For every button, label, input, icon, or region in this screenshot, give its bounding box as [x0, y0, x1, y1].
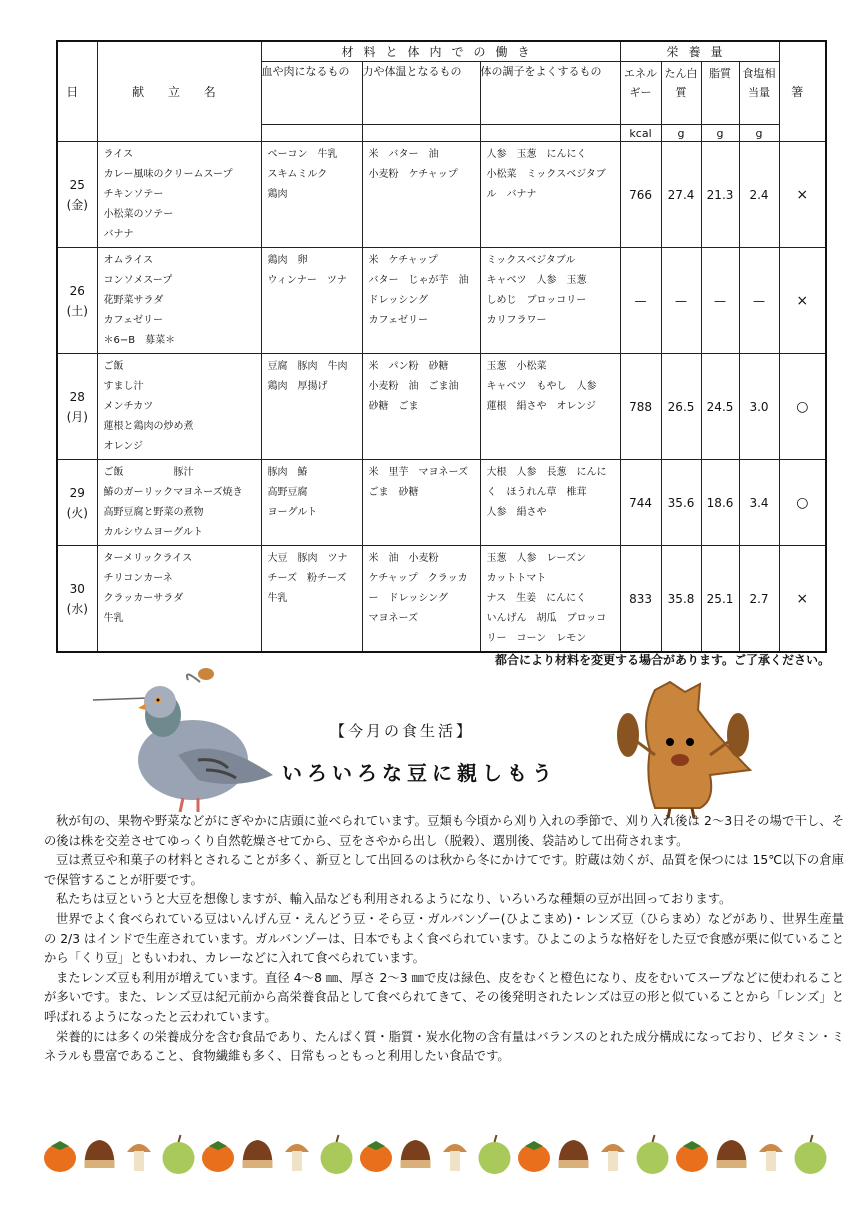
blood-cell: [261, 142, 362, 248]
menu-item: ライス: [103, 149, 134, 160]
condition-item: リー コーン レモン: [486, 633, 587, 644]
day-cell: [57, 142, 97, 248]
salt-value: 3.4: [739, 460, 779, 546]
blood-item: 豚肉 鰆: [267, 467, 308, 478]
menu-item: クラッカーサラダ: [103, 593, 184, 604]
article-paragraph: またレンズ豆も利用が増えています。直径 4～8 ㎜、厚さ 2～3 ㎜で皮は緑色、皮をむくと橙色になり、皮をむいてスープなどに使われることが多いです。また、レンズ豆は紀元前から高栄養食品として食べられてきて、その後発明されたレンズは豆の形と似ていることから「レンズ」と呼ばれるようになったと云われています。: [44, 970, 844, 1024]
blood-cell: [261, 546, 362, 653]
column-title: いろいろな豆に親しもう: [282, 761, 557, 785]
energy-item: ごま 砂糖: [368, 487, 419, 498]
menu-rows: [57, 142, 826, 653]
blood-item: ヨーグルト: [267, 507, 318, 518]
menu-item: 牛乳: [103, 613, 124, 624]
pear-icon: [637, 1135, 669, 1174]
condition-cell: [480, 248, 620, 354]
blood-item: 鶏肉: [267, 189, 288, 200]
header-fat: 脂質: [701, 62, 739, 125]
day-cell: [57, 248, 97, 354]
condition-item: 玉葱 人参 レーズン: [486, 553, 586, 564]
menu-item: メンチカツ: [103, 401, 154, 412]
pigeon-illustration: [88, 660, 278, 820]
condition-item: 小松菜 ミックスベジタブ: [486, 169, 606, 180]
change-notice: 都合により材料を変更する場合があります。ご了承ください。: [494, 653, 830, 667]
chestnut-icon: [401, 1140, 431, 1168]
unit-salt: g: [739, 125, 779, 142]
menu-item: ＊6−B 募菜＊: [103, 335, 176, 346]
blood-item: ベーコン 牛乳: [267, 149, 338, 160]
unit-protein: g: [661, 125, 701, 142]
persimmon-icon: [360, 1141, 392, 1172]
energy-item: ドレッシング: [368, 295, 428, 306]
energy-item: 米 ケチャップ: [368, 255, 438, 266]
salt-value: 2.4: [739, 142, 779, 248]
menu-cell: [97, 546, 261, 653]
condition-item: キャベツ 人参 玉葱: [486, 275, 587, 286]
day-number: 28: [69, 389, 85, 404]
kcal-value: 788: [620, 354, 661, 460]
chestnut-icon: [243, 1140, 273, 1168]
table-row: [57, 546, 826, 653]
day-number: 25: [69, 177, 85, 192]
menu-cell: [97, 460, 261, 546]
fat-value: —: [701, 248, 739, 354]
menu-item: ご飯: [103, 361, 124, 372]
protein-value: 27.4: [661, 142, 701, 248]
unit-kcal: kcal: [620, 125, 661, 142]
energy-item: 小麦粉 ケチャップ: [368, 169, 458, 180]
day-number: 29: [69, 485, 85, 500]
kcal-value: 833: [620, 546, 661, 653]
blood-item: スキムミルク: [267, 169, 328, 180]
energy-item: 米 パン粉 砂糖: [368, 361, 449, 372]
table-row: [57, 354, 826, 460]
menu-item: オレンジ: [103, 441, 143, 452]
energy-item: 砂糖 ごま: [368, 401, 419, 412]
menu-item: チリコンカーネ: [103, 573, 173, 584]
fat-value: 25.1: [701, 546, 739, 653]
table-row: [57, 460, 826, 546]
chestnut-icon: [717, 1140, 747, 1168]
condition-item: カリフラワー: [486, 315, 547, 326]
menu-item: オムライス: [103, 255, 154, 266]
protein-value: 35.8: [661, 546, 701, 653]
blood-cell: [261, 460, 362, 546]
article-paragraph: 秋が旬の、果物や野菜などがにぎやかに店頭に並べられています。豆類も今頃から刈り入れの季節で、刈り入れ後は 2～3日その場で干し、その後は株を交差させてゆっくり自然乾燥させてから、豆をさやから出し（脱穀）、選別後、袋詰めして出荷されます。: [44, 814, 844, 848]
condition-item: カットトマト: [486, 573, 547, 584]
menu-item: コンソメスープ: [103, 275, 173, 286]
header-kcal: エネルギー: [620, 62, 661, 125]
fruit-border: [40, 1130, 840, 1180]
energy-item: 米 バター 油: [368, 149, 439, 160]
blood-item: 豆腐 豚肉 牛肉: [267, 361, 348, 372]
energy-cell: [362, 354, 480, 460]
condition-item: いんげん 胡瓜 ブロッコ: [486, 613, 607, 624]
menu-item: カレー風味のクリームスープ: [103, 169, 233, 180]
day-number: 26: [69, 283, 85, 298]
weekday: (土): [66, 303, 88, 318]
article-paragraph: 私たちは豆というと大豆を想像しますが、輸入品なども利用されるようになり、いろいろな種類の豆が出回っております。: [56, 892, 732, 907]
energy-item: 米 油 小麦粉: [368, 553, 439, 564]
header-salt: 食塩相当量: [739, 62, 779, 125]
weekday: (水): [66, 601, 88, 616]
persimmon-icon: [44, 1141, 76, 1172]
energy-item: 米 里芋 マヨネーズ: [368, 467, 468, 478]
menu-item: すまし汁: [103, 381, 144, 392]
day-number: 30: [69, 581, 85, 596]
menu-item: チキンソテー: [103, 189, 164, 200]
menu-table: [56, 40, 827, 653]
blood-item: 鶏肉 厚揚げ: [267, 381, 328, 392]
menu-item: カフェゼリー: [103, 315, 163, 326]
chopsticks-value: ×: [779, 546, 826, 653]
weekday: (火): [66, 505, 88, 520]
pear-icon: [795, 1135, 827, 1174]
blood-cell: [261, 248, 362, 354]
energy-item: マヨネーズ: [368, 613, 418, 624]
mushroom-icon: [127, 1144, 151, 1171]
table-row: [57, 248, 826, 354]
header-energy: 力や体温となるもの: [362, 62, 480, 125]
acorn-icon: [198, 668, 214, 680]
salt-value: 3.0: [739, 354, 779, 460]
article-paragraph: 豆は煮豆や和菓子の材料とされることが多く、新豆として出回るのは秋から冬にかけてです。貯蔵は効くが、品質を保つには 15℃以下の倉庫で保管することが肝要です。: [44, 853, 844, 887]
weekday: (月): [66, 409, 88, 424]
persimmon-icon: [518, 1141, 550, 1172]
fat-value: 18.6: [701, 460, 739, 546]
menu-item: バナナ: [103, 229, 134, 240]
table-row: [57, 142, 826, 248]
condition-item: ナス 生姜 にんにく: [486, 593, 587, 604]
condition-cell: [480, 460, 620, 546]
menu-item: 鰆のガーリックマヨネーズ焼き: [103, 487, 243, 498]
condition-item: しめじ ブロッコリー: [486, 295, 587, 306]
condition-item: く ほうれん草 椎茸: [486, 487, 587, 498]
mushroom-icon: [285, 1144, 309, 1171]
header-menu: 献 立 名: [97, 41, 261, 142]
energy-item: 小麦粉 油 ごま油: [368, 381, 459, 392]
pear-icon: [321, 1135, 353, 1174]
blood-item: ウィンナー ツナ: [267, 275, 347, 286]
menu-item: 小松菜のソテー: [103, 209, 174, 220]
menu-item: カルシウムヨーグルト: [103, 527, 203, 538]
condition-cell: [480, 546, 620, 653]
header-nutrition: 栄養量: [620, 41, 779, 62]
blood-item: チーズ 粉チーズ: [267, 573, 347, 584]
menu-item: 高野豆腐と野菜の煮物: [103, 507, 204, 518]
condition-item: 蓮根 絹さや オレンジ: [486, 401, 596, 412]
fat-value: 24.5: [701, 354, 739, 460]
header-chopsticks: 箸: [779, 41, 826, 142]
mushroom-icon: [759, 1144, 783, 1171]
day-cell: [57, 354, 97, 460]
condition-cell: [480, 142, 620, 248]
article-paragraph: 栄養的には多くの栄養成分を含む食品であり、たんぱく質・脂質・炭水化物の含有量はバランスのとれた成分構成になっており、ビタミン・ミネラルも豊富であること、食物繊維も多く、日常もっともっと利用したい食品です。: [44, 1029, 844, 1064]
blood-item: 大豆 豚肉 ツナ: [267, 553, 348, 564]
persimmon-icon: [202, 1141, 234, 1172]
energy-item: ケチャップ クラッカ: [368, 573, 468, 584]
pear-icon: [163, 1135, 195, 1174]
energy-item: ー ドレッシング: [368, 593, 448, 604]
condition-item: 人参 玉葱 にんにく: [486, 149, 587, 160]
menu-cell: [97, 142, 261, 248]
protein-value: —: [661, 248, 701, 354]
condition-item: ル バナナ: [486, 189, 537, 200]
pear-icon: [479, 1135, 511, 1174]
energy-cell: [362, 142, 480, 248]
condition-item: 玉葱 小松菜: [486, 361, 547, 372]
menu-item: 蓮根と鶏肉の炒め煮: [103, 421, 194, 432]
persimmon-icon: [676, 1141, 708, 1172]
kcal-value: 744: [620, 460, 661, 546]
energy-cell: [362, 460, 480, 546]
blood-cell: [261, 354, 362, 460]
mushroom-icon: [601, 1144, 625, 1171]
menu-item: ご飯 豚汁: [103, 467, 194, 478]
chestnut-icon: [85, 1140, 115, 1168]
blood-item: 高野豆腐: [267, 487, 308, 498]
chopsticks-value: ○: [779, 354, 826, 460]
condition-item: 大根 人参 長葱 にんに: [486, 467, 607, 478]
unit-fat: g: [701, 125, 739, 142]
article-paragraph: 世界でよく食べられている豆はいんげん豆・えんどう豆・そら豆・ガルバンゾー(ひよこまめ)・レンズ豆（ひらまめ）などがあり、世界生産量の 2/3 はインドで生産されています。ガルバンゾーは、日本でもよく食べられています。ひよこのような格好をした豆で食感が栗に似ていることから「くり豆」ともいわれ、カレーなどに入れて食べられています。: [44, 911, 844, 966]
weekday: (金): [66, 197, 88, 212]
header-blood: 血や肉になるもの: [261, 62, 362, 125]
energy-item: バター じゃが芋 油: [368, 275, 469, 286]
kcal-value: —: [620, 248, 661, 354]
blood-item: 鶏肉 卵: [267, 255, 308, 266]
day-cell: [57, 460, 97, 546]
chopsticks-value: ○: [779, 460, 826, 546]
day-cell: [57, 546, 97, 653]
condition-cell: [480, 354, 620, 460]
protein-value: 35.6: [661, 460, 701, 546]
menu-cell: [97, 354, 261, 460]
fat-value: 21.3: [701, 142, 739, 248]
menu-item: 花野菜サラダ: [103, 295, 164, 306]
condition-item: ミックスベジタブル: [486, 255, 576, 266]
menu-item: ターメリックライス: [103, 553, 193, 564]
header-protein: たん白質: [661, 62, 701, 125]
condition-item: キャベツ もやし 人参: [486, 381, 597, 392]
blood-item: 牛乳: [267, 593, 288, 604]
chopsticks-value: ×: [779, 142, 826, 248]
header-day: 日: [57, 41, 97, 142]
chestnut-icon: [559, 1140, 589, 1168]
protein-value: 26.5: [661, 354, 701, 460]
mushroom-icon: [443, 1144, 467, 1171]
energy-cell: [362, 248, 480, 354]
column-article: [44, 812, 844, 1067]
chopsticks-value: ×: [779, 248, 826, 354]
energy-cell: [362, 546, 480, 653]
energy-item: カフェゼリー: [368, 315, 428, 326]
salt-value: 2.7: [739, 546, 779, 653]
menu-cell: [97, 248, 261, 354]
column-label: 【今月の食生活】: [330, 722, 475, 740]
salt-value: —: [739, 248, 779, 354]
condition-item: 人参 絹さや: [486, 507, 547, 518]
header-ingredients: 材料と体内での働き: [261, 41, 620, 62]
stump-illustration: [600, 680, 760, 820]
kcal-value: 766: [620, 142, 661, 248]
header-condition: 体の調子をよくするもの: [480, 62, 620, 125]
